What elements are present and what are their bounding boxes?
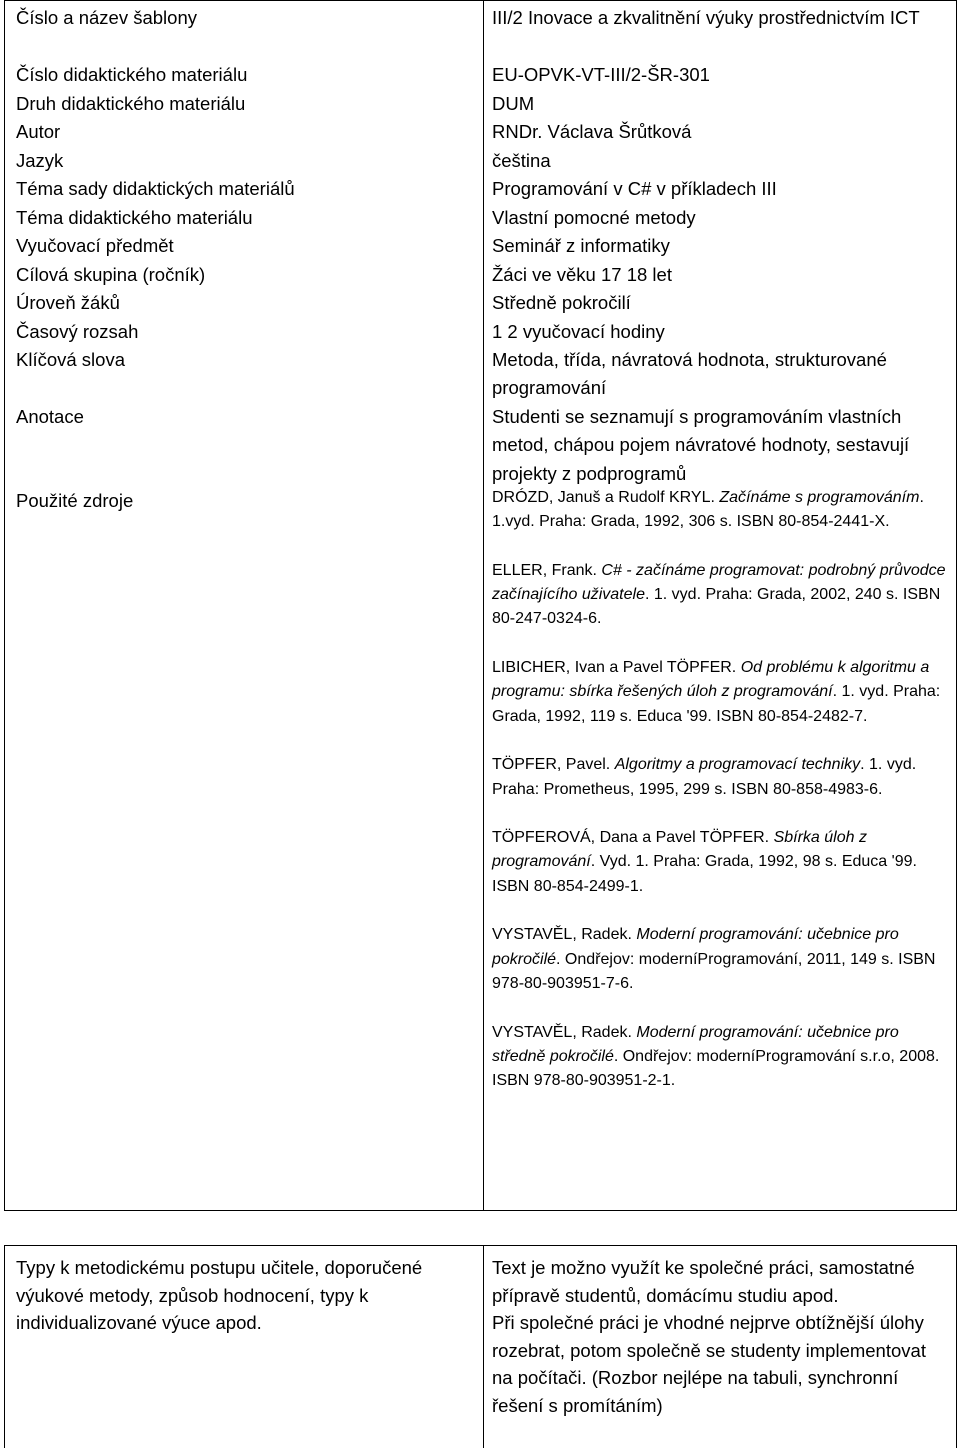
- reference-title: Sbírka úloh z programování: [492, 829, 867, 871]
- row-value: 1 2 vyučovací hodiny: [492, 320, 665, 342]
- row-label: Použité zdroje: [16, 490, 134, 511]
- reference-details: . Ondřejov: moderníProgramování s.r.o, 2008. ISBN 978-80-903951-2-1.: [492, 1047, 940, 1090]
- row-value: Metoda, třída, návratová hodnota, strukturované programování: [492, 349, 887, 399]
- row-label: Téma sady didaktických materiálů: [16, 178, 295, 199]
- row-label: Autor: [16, 121, 61, 142]
- row-value: Seminář z informatiky: [492, 235, 670, 256]
- row-value: III/2 Inovace a zkvalitnění výuky prostřednictvím ICT: [492, 7, 920, 28]
- notes-table: [4, 1245, 957, 1448]
- reference-author: VYSTAVĚL, Radek.: [492, 926, 637, 944]
- row-label: Číslo didaktického materiálu: [16, 64, 248, 85]
- row-label: Cílová skupina (ročník): [16, 263, 206, 285]
- reference-title: Začínáme s programováním: [719, 489, 920, 506]
- usage-note-paragraph: Při společné práci je vhodné nejprve obtížnější úlohy rozebrat, potom společně se studenty implementovat na počítači. (Rozbor nejlépe na tabuli, synchronní řešení s promítáním): [492, 1312, 926, 1416]
- reference-details: . Vyd. 1. Praha: Grada, 1992, 98 s. Educa '99. ISBN 80-854-2499-1.: [492, 853, 917, 895]
- reference-author: LIBICHER, Ivan a Pavel TÖPFER.: [492, 659, 741, 677]
- row-label: Druh didaktického materiálu: [16, 92, 246, 114]
- row-value: Vlastní pomocné metody: [492, 206, 696, 228]
- reference-item: [492, 923, 952, 996]
- reference-details: . 1. vyd. Praha: Grada, 2002, 240 s. ISBN 80-247-0324-6.: [492, 586, 941, 628]
- reference-item: [492, 753, 952, 802]
- row-label: Klíčová slova: [16, 349, 125, 370]
- row-label: Časový rozsah: [16, 320, 139, 342]
- reference-title: C# - začínáme programovat: podrobný průvodce začínajícího uživatele: [492, 561, 946, 604]
- usage-note: [492, 1254, 947, 1420]
- row-label: Téma didaktického materiálu: [16, 206, 253, 228]
- reference-details: . 1. vyd. Praha: Grada, 1992, 119 s. Educa '99. ISBN 80-854-2482-7.: [492, 683, 941, 725]
- reference-item: [492, 826, 952, 899]
- reference-details: . 1.vyd. Praha: Grada, 1992, 306 s. ISBN 80-854-2441-X.: [492, 489, 924, 531]
- row-label: Anotace: [16, 406, 84, 427]
- row-value: Studenti se seznamují s programováním vlastních metod, chápou pojem návratové hodnoty, sestavují projekty z podprogramů: [492, 406, 910, 484]
- reference-author: VYSTAVĚL, Radek.: [492, 1023, 637, 1041]
- reference-title: Moderní programování: učebnice pro pokročilé: [492, 926, 899, 968]
- reference-author: TÖPFEROVÁ, Dana a Pavel TÖPFER.: [492, 829, 774, 847]
- row-value: RNDr. Václava Šrůtková: [492, 121, 692, 142]
- usage-note-paragraph: Text je možno využít ke společné práci, samostatné přípravě studentů, domácímu studiu apod.: [492, 1257, 915, 1306]
- reference-item: [492, 1021, 952, 1094]
- methodology-note: Typy k metodickému postupu učitele, doporučené výukové metody, způsob hodnocení, typy k individualizované výuce apod.: [16, 1257, 423, 1334]
- row-value: EU-OPVK-VT-III/2-ŠR-301: [492, 64, 710, 85]
- reference-details: . Ondřejov: moderníProgramování, 2011, 149 s. ISBN 978-80-903951-7-6.: [492, 950, 936, 992]
- reference-item: [492, 559, 952, 632]
- row-label: Jazyk: [16, 149, 64, 171]
- row-label: Číslo a název šablony: [16, 7, 197, 28]
- row-value: DUM: [492, 92, 535, 114]
- reference-author: ELLER, Frank.: [492, 561, 602, 579]
- column-divider: [483, 1246, 484, 1448]
- reference-title: Algoritmy a programovací techniky: [614, 756, 861, 774]
- reference-title: Od problému k algoritmu a programu: sbírka řešených úloh z programování: [492, 659, 930, 701]
- reference-details: . 1. vyd. Praha: Prometheus, 1995, 299 s. ISBN 80-858-4983-6.: [492, 756, 917, 798]
- metadata-table: [4, 0, 957, 1211]
- row-label: Úroveň žáků: [16, 292, 120, 313]
- reference-author: DRÓZD, Januš a Rudolf KRYL.: [492, 489, 720, 506]
- row-value: čeština: [492, 149, 551, 171]
- reference-author: TÖPFER, Pavel.: [492, 756, 615, 774]
- column-divider: [483, 1, 484, 1210]
- reference-item: [492, 656, 952, 729]
- references-list: [492, 486, 952, 1118]
- reference-item: [492, 486, 952, 535]
- row-value: Středně pokročilí: [492, 292, 631, 313]
- reference-title: Moderní programování: učebnice pro středně pokročilé: [492, 1023, 899, 1065]
- row-label: Vyučovací předmět: [16, 235, 174, 256]
- row-value: Programování v C# v příkladech III: [492, 178, 777, 199]
- row-value: Žáci ve věku 17 18 let: [492, 263, 672, 285]
